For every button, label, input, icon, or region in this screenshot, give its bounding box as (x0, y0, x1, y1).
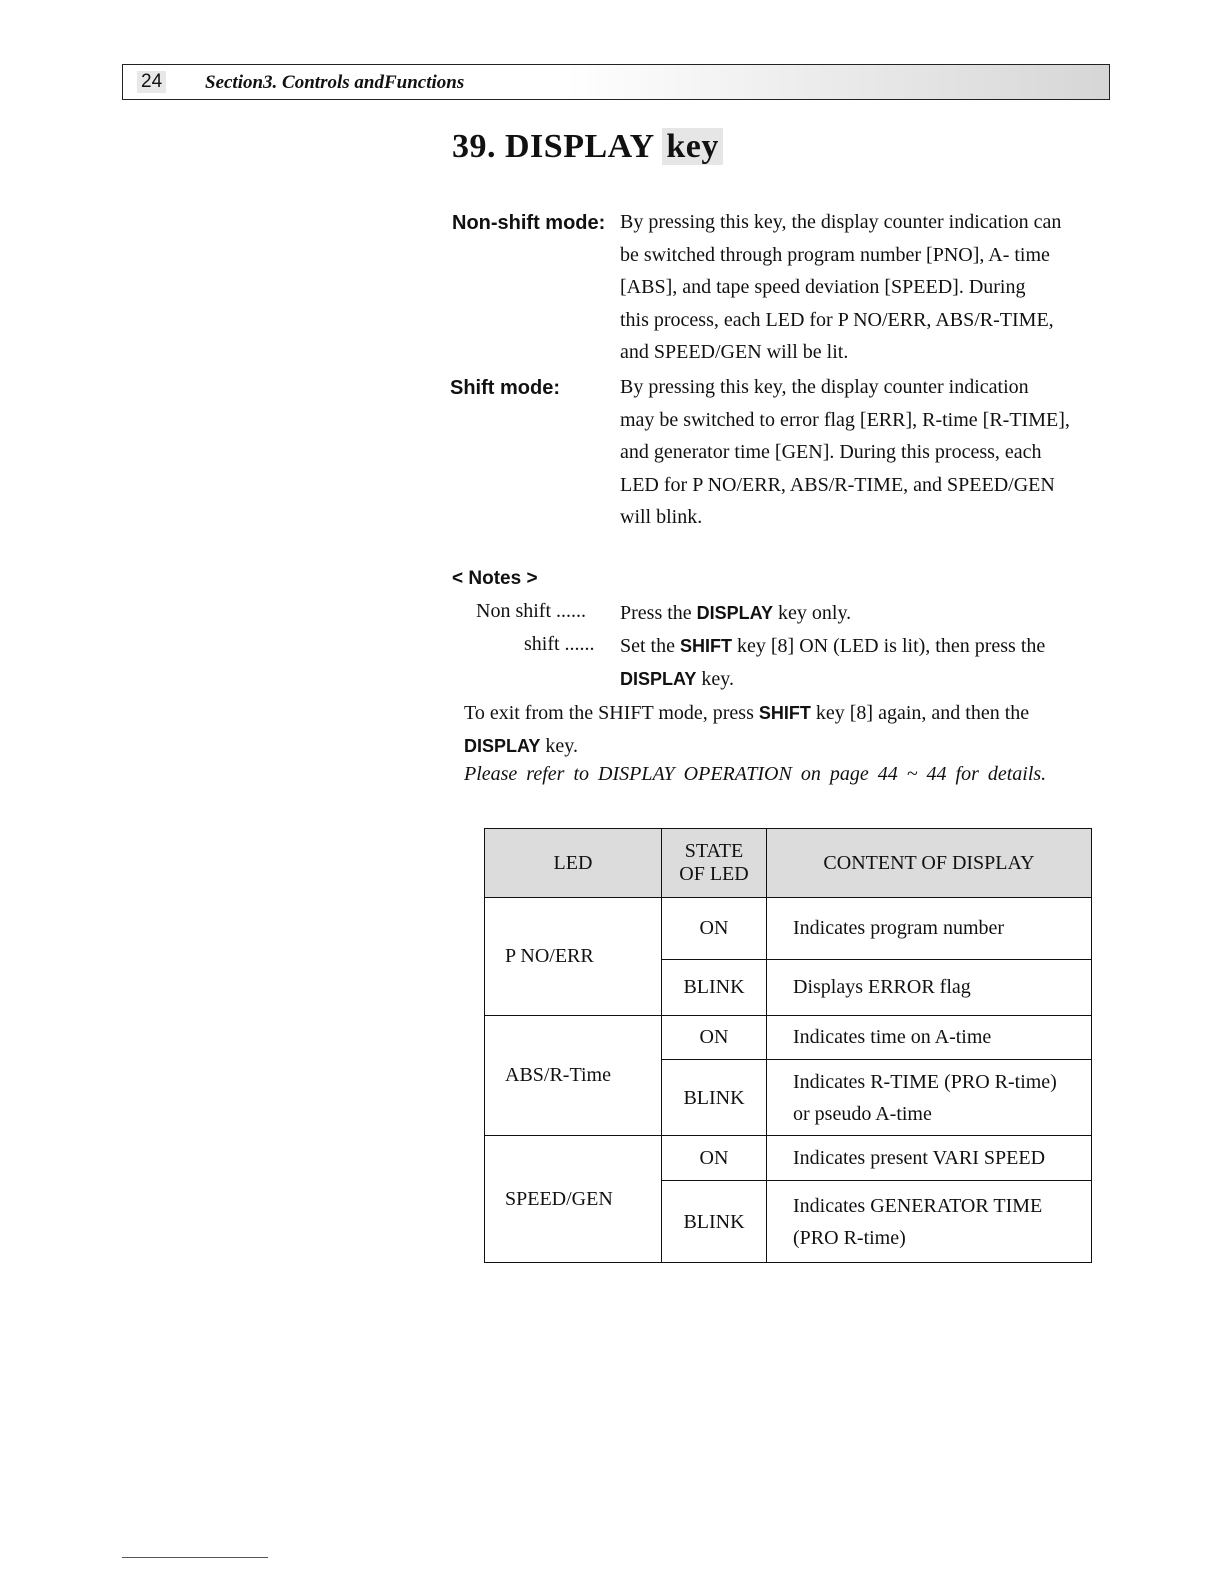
note-text-part: Set the (620, 635, 680, 657)
note-keyword: DISPLAY (464, 735, 541, 756)
non-shift-line: By pressing this key, the display counter indication can (620, 211, 1062, 233)
exit-shift-instruction (464, 697, 1104, 762)
non-shift-line: be switched through program number [PNO], A- time (620, 243, 1050, 266)
note-text-part: key [8] ON (LED is lit), then press the (732, 635, 1046, 657)
led-content: Indicates present VARI SPEED (767, 1136, 1092, 1181)
section-title: Section3. Controls andFunctions (205, 72, 465, 93)
header-led: LED (485, 829, 662, 898)
table-row (485, 898, 1092, 960)
led-state: ON (662, 898, 767, 960)
led-content (767, 1060, 1092, 1136)
shift-line: LED for P NO/ERR, ABS/R-TIME, and SPEED/GEN (620, 473, 1055, 496)
led-name: P NO/ERR (485, 898, 662, 1016)
table-header-row (485, 829, 1092, 898)
led-content-line: (PRO R-time) (793, 1226, 906, 1249)
note-keyword: SHIFT (758, 703, 811, 723)
led-state: BLINK (662, 960, 767, 1016)
title-word: DISPLAY (505, 128, 654, 165)
table-row (485, 1136, 1092, 1181)
page-title (452, 128, 723, 166)
led-name: ABS/R-Time (485, 1016, 662, 1136)
shift-line: By pressing this key, the display counter indication (620, 376, 1029, 398)
note-shift-text (620, 630, 1100, 695)
led-state: ON (662, 1016, 767, 1060)
note-keyword: DISPLAY (620, 668, 697, 689)
shift-line: and generator time [GEN]. During this process, each (620, 441, 1042, 463)
note-non-shift-label: Non shift ...... (476, 600, 586, 622)
page-header (122, 64, 1110, 100)
non-shift-mode-term: Non-shift mode: (452, 212, 606, 234)
footer-rule (122, 1557, 268, 1558)
notes-title: < Notes > (452, 568, 538, 589)
header-state (662, 829, 767, 898)
led-content: Indicates time on A-time (767, 1016, 1092, 1060)
led-name: SPEED/GEN (485, 1136, 662, 1263)
note-text-part: key. (696, 667, 734, 690)
led-content (767, 1181, 1092, 1263)
non-shift-line: this process, each LED for P NO/ERR, ABS/R-TIME, (620, 308, 1054, 331)
shift-line: will blink. (620, 506, 703, 528)
led-state-table (484, 828, 1092, 1263)
non-shift-mode-description (620, 206, 1098, 369)
led-content-line: Indicates R-TIME (PRO R-time) (793, 1070, 1057, 1093)
led-content: Displays ERROR flag (767, 960, 1092, 1016)
header-state-line: STATE (684, 840, 744, 862)
note-text-part: Press the (620, 602, 697, 624)
reference-note: Please refer to DISPLAY OPERATION on page 44 ~ 44 for details. (464, 763, 1047, 785)
note-shift-label: shift ...... (524, 633, 595, 655)
led-content-line: or pseudo A-time (793, 1102, 932, 1125)
led-state: BLINK (662, 1060, 767, 1136)
note-text-part: key [8] again, and then the (810, 702, 1030, 724)
title-number: 39. (452, 128, 496, 165)
table-row (485, 1016, 1092, 1060)
note-text-part: key. (540, 734, 578, 757)
header-content: CONTENT OF DISPLAY (767, 829, 1092, 898)
led-content-line: Indicates GENERATOR TIME (793, 1194, 1043, 1217)
header-state-line: OF LED (679, 863, 749, 885)
note-keyword: SHIFT (680, 636, 732, 656)
note-text-part: key only. (773, 602, 852, 624)
note-keyword: DISPLAY (696, 603, 774, 623)
note-text-part: To exit from the SHIFT mode, press (464, 702, 759, 724)
led-state: BLINK (662, 1181, 767, 1263)
title-key: key (662, 128, 723, 165)
shift-mode-term: Shift mode: (450, 377, 560, 399)
led-content: Indicates program number (767, 898, 1092, 960)
page-number: 24 (137, 71, 166, 93)
shift-line: may be switched to error flag [ERR], R-time [R-TIME], (620, 408, 1070, 431)
led-state: ON (662, 1136, 767, 1181)
shift-mode-description (620, 371, 1098, 534)
non-shift-line: [ABS], and tape speed deviation [SPEED]. During (620, 276, 1026, 298)
non-shift-line: and SPEED/GEN will be lit. (620, 341, 849, 363)
note-non-shift-text (620, 597, 1100, 630)
